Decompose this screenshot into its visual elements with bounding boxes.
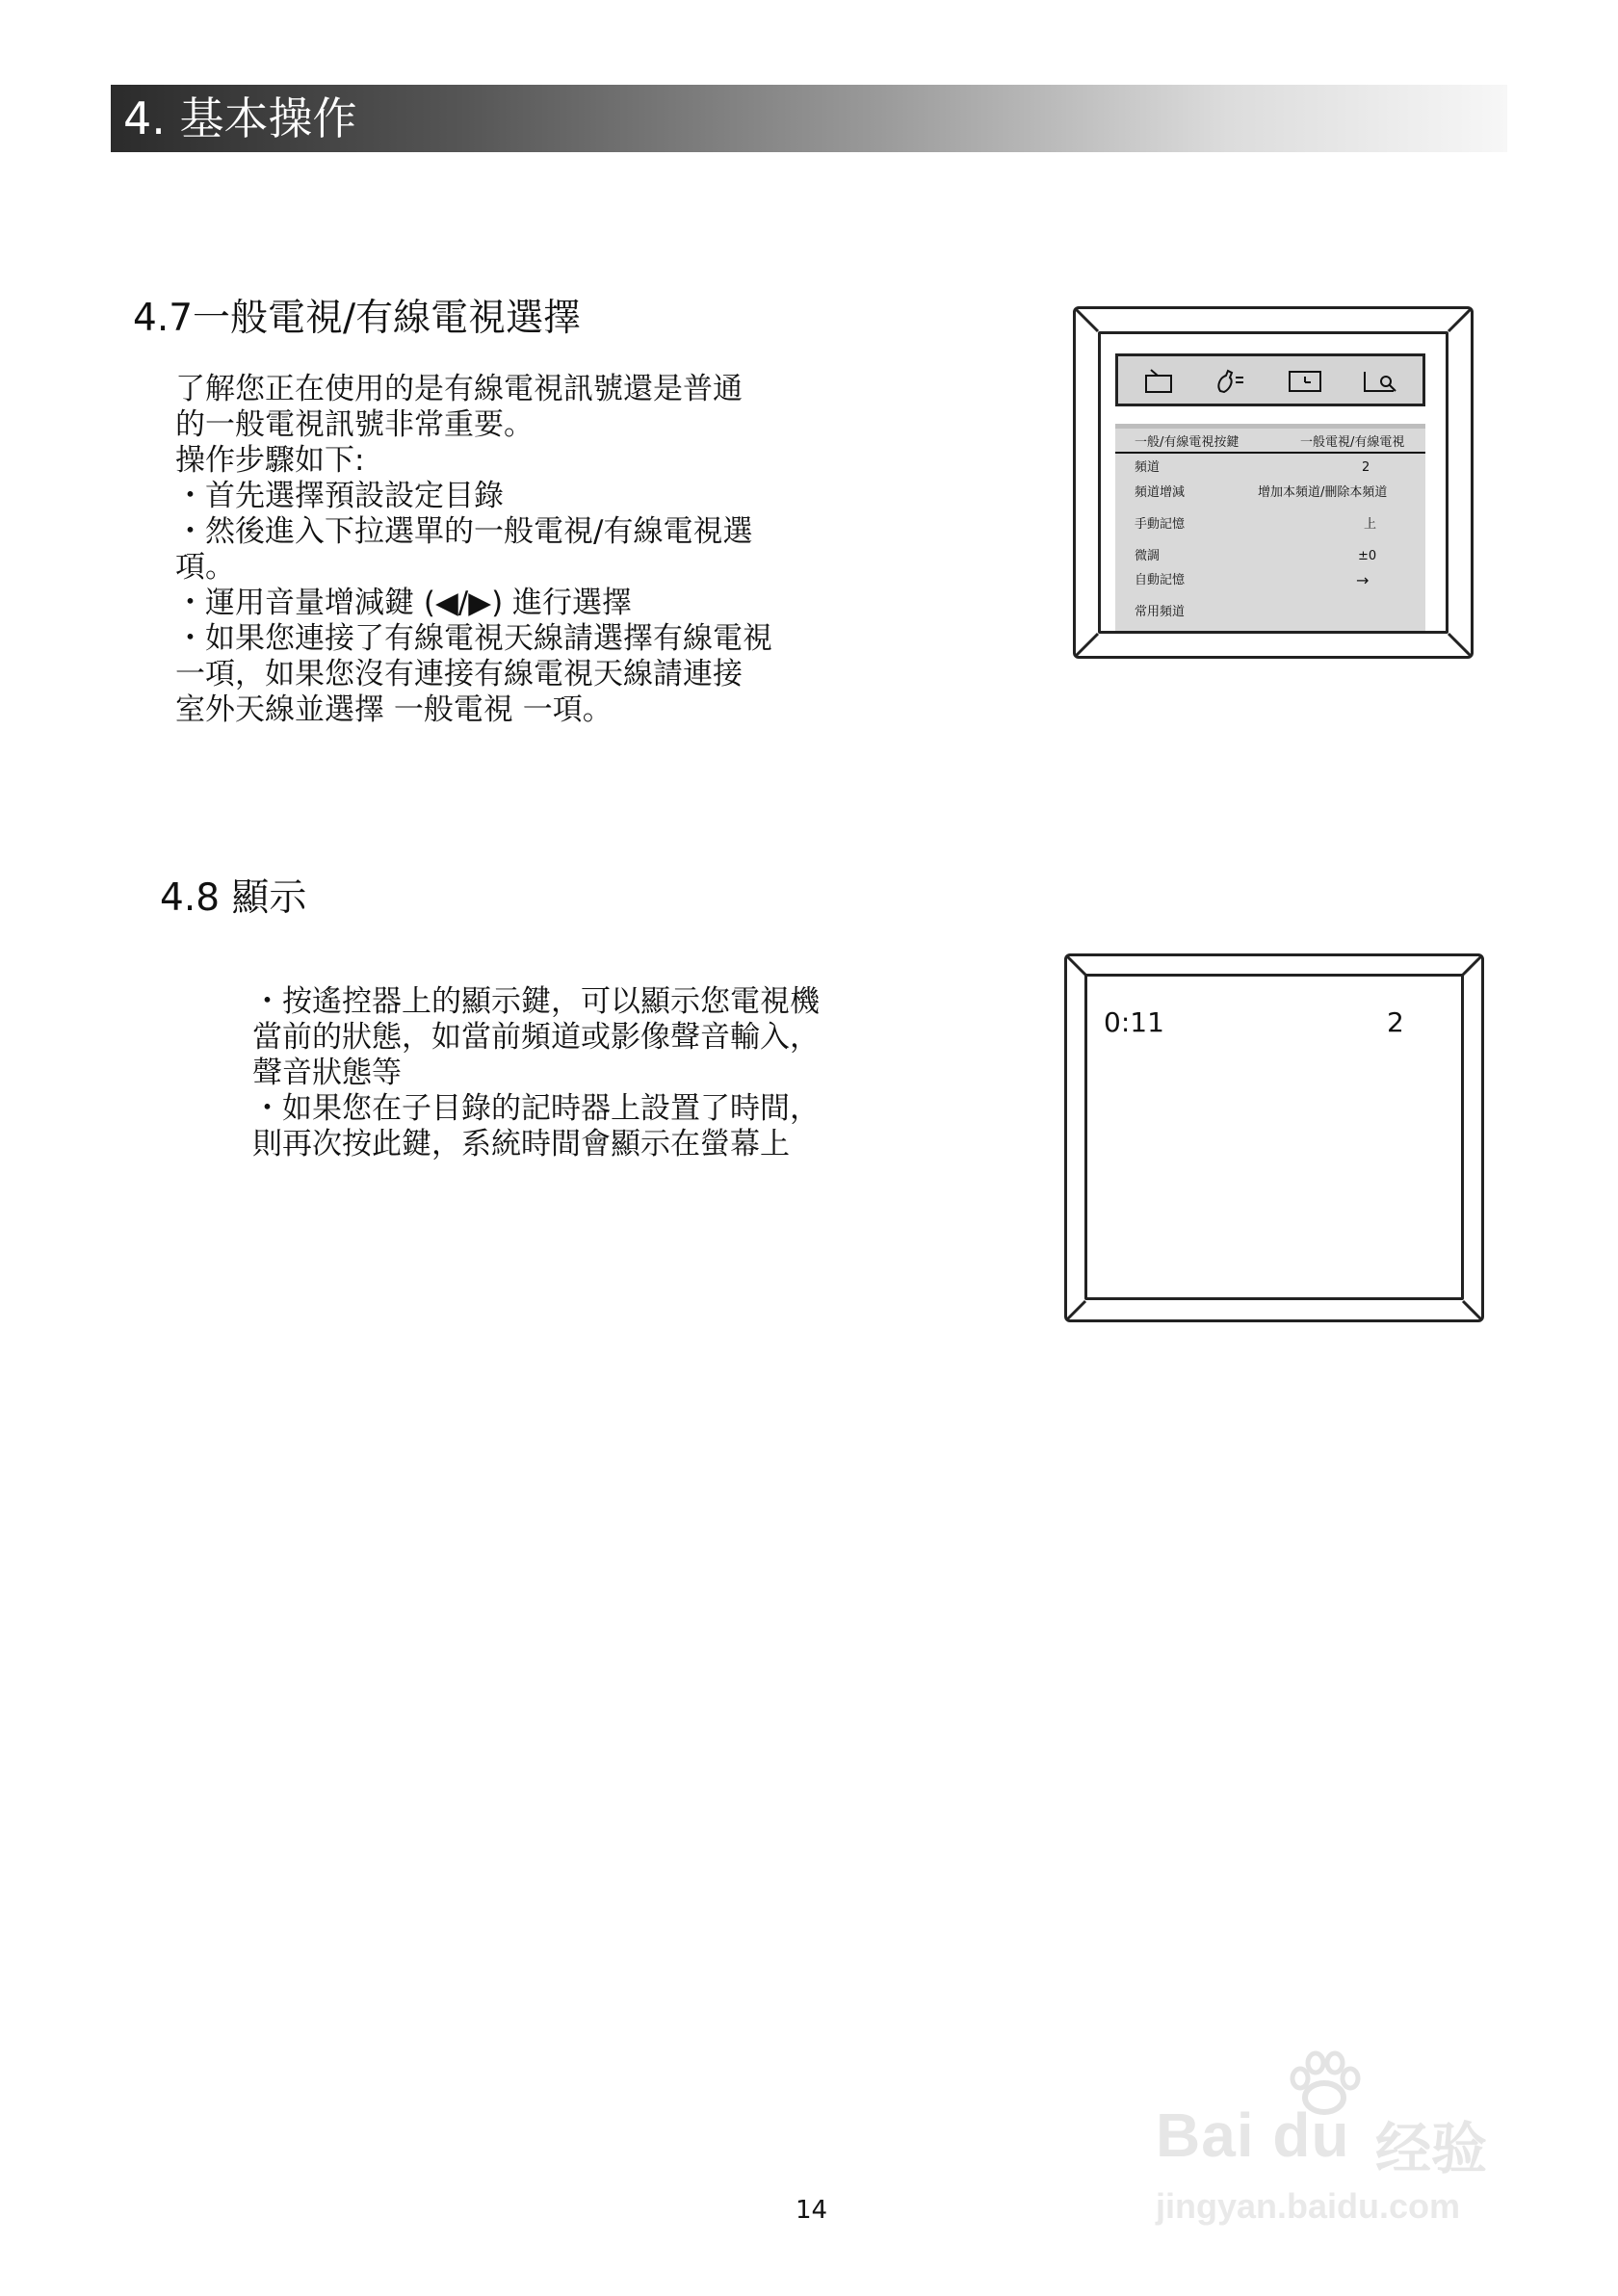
menu-row-label: 常用頻道 xyxy=(1135,605,1186,619)
chapter-title: 4. 基本操作 xyxy=(123,92,357,144)
body-line: 了解您正在使用的是有線電視訊號還是普通 xyxy=(175,372,743,406)
body-line: 一項，如果您沒有連接有線電視天線請連接 xyxy=(175,657,743,691)
body-line: 聲音狀態等 xyxy=(252,1056,402,1090)
menu-row-value: 上 xyxy=(1364,517,1377,532)
body-line: ・運用音量增減鍵 (◀/▶) 進行選擇 xyxy=(175,586,633,620)
section-4-8-body xyxy=(252,984,820,1162)
body-line: 則再次按此鍵，系統時間會顯示在螢幕上 xyxy=(252,1127,790,1161)
menu-row-label: 手動記憶 xyxy=(1135,517,1186,532)
body-line: 的一般電視訊號非常重要。 xyxy=(175,407,534,442)
tuning-icon xyxy=(1214,368,1247,395)
setup-icon xyxy=(1361,368,1399,395)
menu-row-value: ±0 xyxy=(1358,549,1377,563)
section-title-4-8: 4.8 顯示 xyxy=(160,876,307,920)
menu-divider xyxy=(1115,424,1425,429)
menu-row-value: 2 xyxy=(1362,460,1370,475)
menu-row-label: 頻道 xyxy=(1135,460,1161,475)
body-line: ・如果您在子目錄的記時器上設置了時間， xyxy=(252,1091,820,1126)
body-line: 操作步驟如下: xyxy=(175,443,365,478)
menu-header-value: 一般電視/有線電視 xyxy=(1300,435,1405,450)
body-line: ・按遙控器上的顯示鍵，可以顯示您電視機 xyxy=(252,984,820,1019)
watermark-url: jingyan.baidu.com xyxy=(1156,2186,1461,2226)
body-line: 室外天線並選擇 一般電視 一項。 xyxy=(175,692,613,727)
menu-row-value: 增加本頻道/刪除本頻道 xyxy=(1258,485,1388,500)
tv-icon xyxy=(1143,368,1176,395)
menu-row-value: → xyxy=(1356,571,1370,589)
watermark-logo-cn: 经验 xyxy=(1375,2116,1488,2181)
menu-row-label: 頻道增減 xyxy=(1135,485,1186,500)
menu-header-label: 一般/有線電視按鍵 xyxy=(1135,435,1240,450)
body-line: ・然後進入下拉選單的一般電視/有線電視選 xyxy=(175,514,753,549)
clock-icon xyxy=(1287,368,1323,395)
page-number: 14 xyxy=(796,2196,828,2225)
section-4-7-body xyxy=(175,372,772,728)
body-line: 項。 xyxy=(175,550,235,585)
osd-channel-number: 2 xyxy=(1387,1006,1404,1038)
section-title-4-7: 4.7一般電視/有線電視選擇 xyxy=(133,297,582,340)
menu-icon-bar xyxy=(1115,353,1425,406)
osd-clock: 0:11 xyxy=(1104,1006,1164,1038)
body-line: 當前的狀態，如當前頻道或影像聲音輸入， xyxy=(252,1020,820,1055)
body-line: ・首先選擇預設設定目錄 xyxy=(175,479,504,513)
watermark-logo-text: Bai du xyxy=(1156,2100,1350,2170)
menu-row-label: 微調 xyxy=(1135,549,1161,563)
menu-header-underline xyxy=(1115,452,1425,454)
menu-row-label: 自動記憶 xyxy=(1135,573,1186,587)
body-line: ・如果您連接了有線電視天線請選擇有線電視 xyxy=(175,621,772,656)
